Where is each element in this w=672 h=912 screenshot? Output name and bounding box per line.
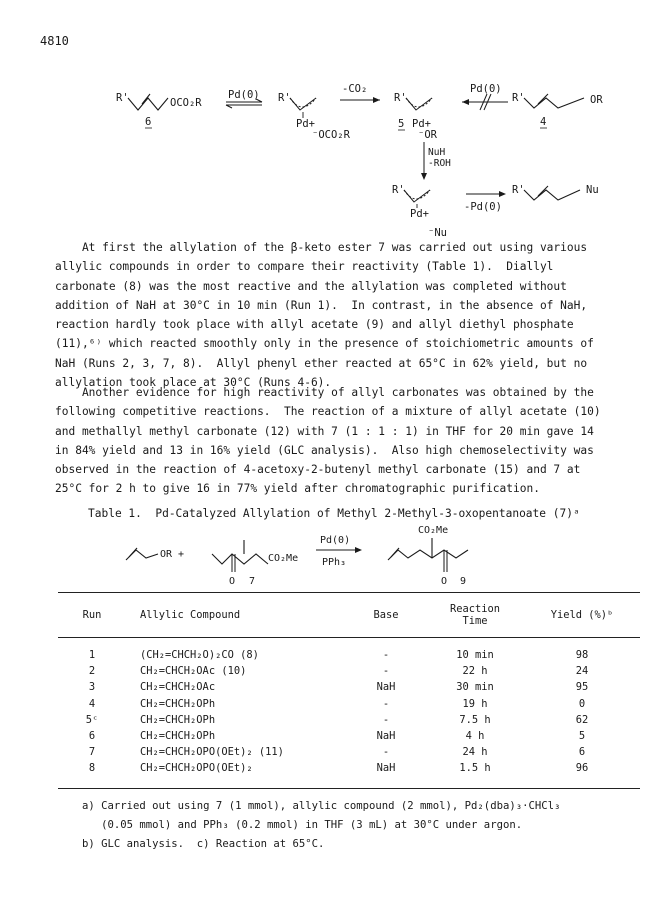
cell-time: 7.5 h (459, 713, 491, 726)
complex2-anion: ⁻OR (418, 129, 437, 141)
complex3-pd: Pd+ (410, 208, 429, 220)
cell-time: 22 h (462, 665, 488, 678)
table-bottom-rule (58, 788, 640, 789)
ether-chain (524, 98, 584, 108)
cell-run: 4 (88, 697, 96, 710)
table-caption: Table 1. Pd-Catalyzed Allylation of Methyl 2-Methyl-3-oxopentanoate (7)ᵃ (88, 507, 580, 520)
reaction-scheme (0, 0, 672, 250)
cell-base: - (382, 746, 390, 759)
text-line: At first the allylation of the β-keto ester 7 was carried out using various (55, 241, 588, 254)
footnote-a-line2: (0.05 mmol) and PPh₃ (0.2 mmol) in THF (3 mL) at 30°C under argon. (82, 819, 523, 831)
cell-base: NaH (376, 762, 396, 775)
cell-run: 2 (88, 665, 96, 678)
cell-run: 3 (88, 681, 96, 694)
cell-time: 30 min (456, 681, 494, 694)
text-line: Another evidence for high reactivity of allyl carbonates was obtained by the (55, 386, 594, 399)
complex3-substituent: R' (392, 184, 405, 196)
table-row (58, 712, 640, 728)
cell-base: - (382, 649, 390, 662)
cell-time: 10 min (456, 649, 494, 662)
paragraph-1 (55, 238, 640, 392)
complex1-anion: ⁻OCO₂R (312, 129, 350, 141)
table-arrow-top: Pd(0) (320, 535, 351, 546)
header-base: Base (373, 609, 399, 621)
complex1-substituent: R' (278, 92, 291, 104)
table-arrow-bottom: PPh₃ (322, 557, 347, 568)
cell-compound: CH₂=CHCH₂OPh (140, 697, 216, 710)
arrow3-label: -Pd(0) (464, 201, 502, 213)
cell-base: - (382, 697, 390, 710)
text-line: 25°C for 2 h to give 16 in 77% yield after chromatographic purification. (55, 482, 540, 496)
table-row (58, 760, 640, 786)
footnote-bc: b) GLC analysis. c) Reaction at 65°C. (82, 838, 325, 850)
table-reaction-scheme (0, 518, 672, 588)
header-time-line2: Time (462, 615, 488, 627)
reactant-group: OCO₂R (170, 97, 202, 109)
cell-yield: 95 (575, 681, 589, 694)
arrow2-label: -CO₂ (342, 83, 368, 95)
table-row (58, 744, 640, 760)
results-table (58, 592, 640, 787)
table-ketone-o: O (229, 576, 236, 587)
table-row (58, 638, 640, 664)
complex1-pd: Pd+ (296, 118, 315, 130)
table-product-number: 9 (460, 576, 467, 587)
page-number: 4810 (40, 34, 69, 48)
reactant-substituent: R' (116, 92, 129, 104)
text-line: reaction hardly took place with allyl acetate (9) and allyl diethyl phosphate (55, 318, 574, 332)
down-arrow-label1: NuH (428, 147, 446, 158)
text-line: carbonate (8) was the most reactive and the allylation was completed without (55, 279, 567, 293)
cell-compound: CH₂=CHCH₂OAc (140, 681, 216, 694)
paragraph-2 (55, 383, 640, 499)
cell-compound: CH₂=CHCH₂OPh (140, 713, 216, 726)
cell-base: - (382, 713, 390, 726)
table-row (58, 663, 640, 679)
header-time (426, 593, 524, 638)
table-row (58, 696, 640, 712)
table-product-o: O (441, 576, 448, 587)
text-line: (11),⁶⁾ which reacted smoothly only in the presence of stoichiometric amounts of (55, 337, 594, 351)
cell-yield: 96 (575, 762, 589, 775)
cell-yield: 5 (578, 730, 586, 743)
arrow1-label: Pd(0) (228, 89, 260, 101)
table-row (58, 679, 640, 695)
cell-yield: 0 (578, 697, 586, 710)
cell-yield: 24 (575, 665, 589, 678)
cell-yield: 98 (575, 649, 589, 662)
text-line: observed in the reaction of 4-acetoxy-2-butenyl methyl carbonate (15) and 7 at (55, 463, 581, 477)
cell-run: 5ᶜ (85, 713, 99, 726)
ether-number: 4 (540, 116, 547, 128)
table-row (58, 728, 640, 744)
table-ester-group: CO₂Me (268, 553, 299, 564)
header-compound: Allylic Compound (140, 609, 241, 621)
ether-substituent: R' (512, 92, 525, 104)
ether-group: OR (590, 94, 603, 106)
cell-compound: (CH₂=CHCH₂O)₂CO (8) (140, 649, 259, 662)
cell-yield: 6 (578, 746, 586, 759)
footnote-a-line1: a) Carried out using 7 (1 mmol), allylic compound (2 mmol), Pd₂(dba)₃·CHCl₃ (82, 800, 561, 812)
cell-compound: CH₂=CHCH₂OPh (140, 730, 216, 743)
cell-time: 1.5 h (459, 762, 491, 775)
cell-time: 4 h (465, 730, 485, 743)
cell-run: 7 (88, 746, 96, 759)
text-line: allylation took place at 30°C (Runs 4-6). (55, 376, 332, 390)
cell-base: NaH (376, 730, 396, 743)
product-group: Nu (586, 184, 599, 196)
product-substituent: R' (512, 184, 525, 196)
text-line: and methallyl methyl carbonate (12) with 7 (1 : 1 : 1) in THF for 20 min gave 14 (55, 424, 594, 438)
header-time-line1: Reaction (449, 603, 501, 615)
reactant-number: 6 (145, 116, 152, 128)
table-header-row (58, 593, 640, 638)
text-line: in 84% yield and 13 in 16% yield (GLC analysis). Also high chemoselectivity was (55, 443, 594, 457)
text-line: following competitive reactions. The reaction of a mixture of allyl acetate (10) (55, 405, 601, 419)
table-compound-number: 7 (249, 576, 256, 587)
cell-compound: CH₂=CHCH₂OPO(OEt)₂ (140, 762, 253, 775)
cell-time: 24 h (462, 746, 488, 759)
complex2-pd: Pd+ (412, 118, 431, 130)
cell-compound: CH₂=CHCH₂OPO(OEt)₂ (11) (140, 746, 284, 759)
text-line: NaH (Runs 2, 3, 7, 8). Allyl phenyl ether reacted at 65°C in 62% yield, but no (55, 356, 588, 370)
table-reagent-group: OR + (160, 549, 185, 560)
cell-compound: CH₂=CHCH₂OAc (10) (140, 665, 247, 678)
cell-run: 6 (88, 730, 96, 743)
product-chain (524, 190, 580, 200)
cell-time: 19 h (462, 697, 488, 710)
down-arrow-label2: -ROH (428, 158, 451, 169)
complex2-number: 5 (398, 118, 405, 130)
table-product-ester: CO₂Me (418, 525, 449, 536)
header-run: Run (82, 609, 102, 621)
cell-base: - (382, 665, 390, 678)
text-line: allylic compounds in order to compare their reactivity (Table 1). Diallyl (55, 260, 554, 274)
cell-yield: 62 (575, 713, 589, 726)
cell-base: NaH (376, 681, 396, 694)
text-line: addition of NaH at 30°C in 10 min (Run 1). In contrast, in the absence of NaH, (55, 298, 588, 312)
header-yield: Yield (%)ᵇ (550, 609, 614, 621)
reactant-chain (128, 98, 168, 110)
cell-run: 1 (88, 649, 96, 662)
blocked-arrow-label: Pd(0) (470, 83, 502, 95)
cell-run: 8 (88, 762, 96, 775)
complex3-nu: ⁻Nu (428, 227, 447, 239)
complex2-substituent: R' (394, 92, 407, 104)
